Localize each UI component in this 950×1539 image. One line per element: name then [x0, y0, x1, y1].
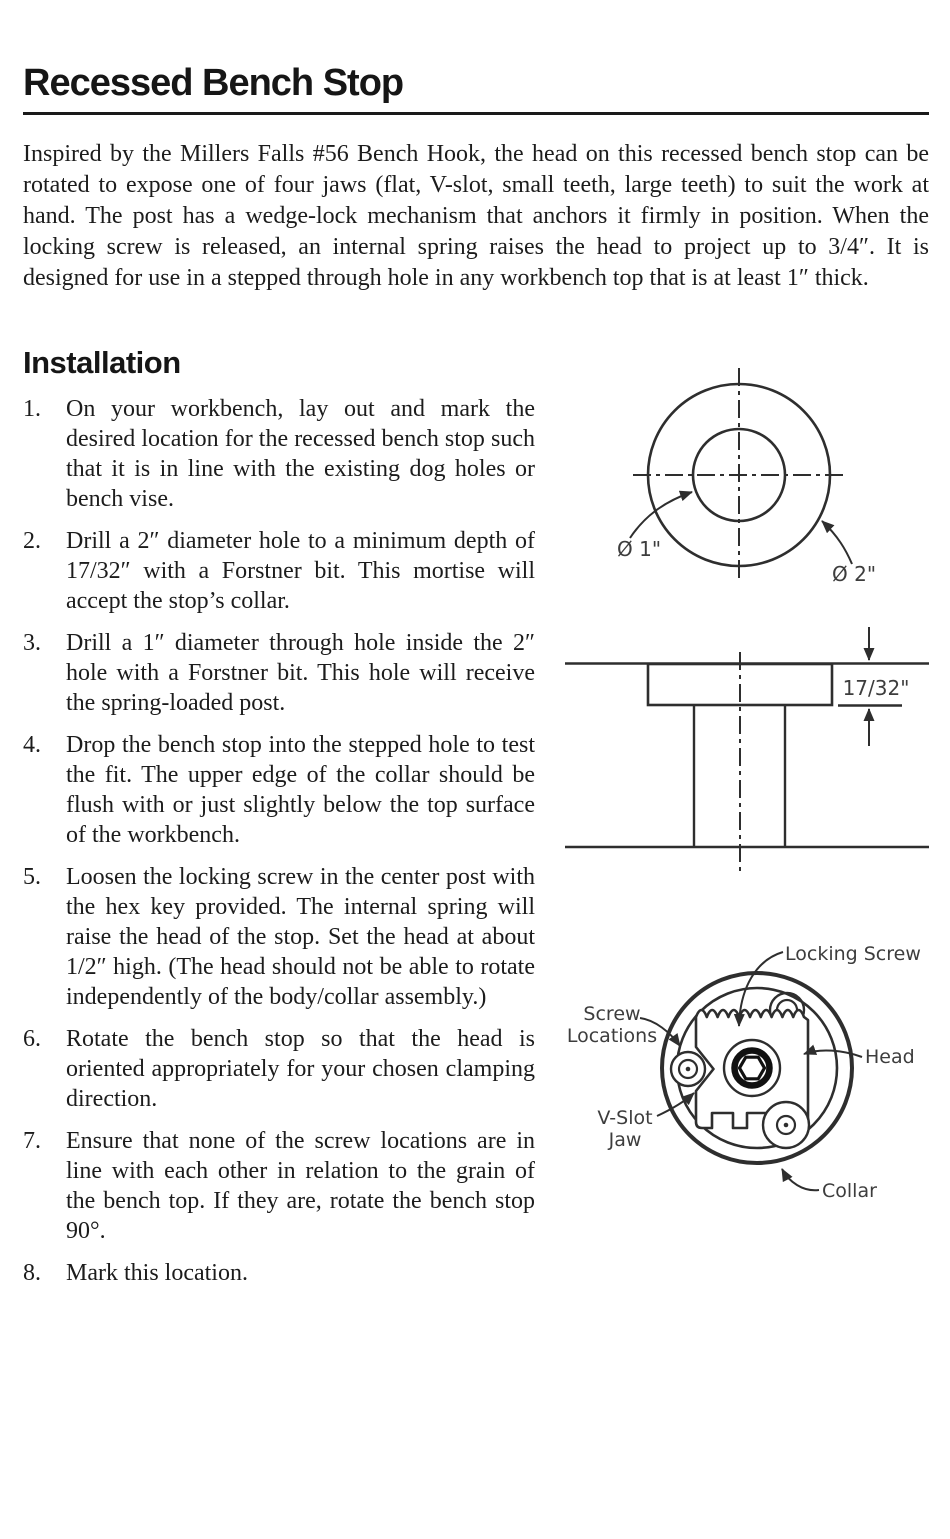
step-text: Drop the bench stop into the stepped hole to test the fit. The upper edge of the collar should be flush with or just slightly below the top surface of the workbench. [66, 732, 535, 848]
step-row [23, 862, 535, 1012]
vslot-jaw-label-line1: V-Slot [597, 1107, 653, 1129]
plan-view-diagram [560, 360, 950, 590]
step-row [23, 730, 535, 850]
step-row [23, 526, 535, 616]
screw-boss-bottom-right [763, 1102, 809, 1148]
step-number: 7. [23, 1128, 41, 1154]
screw-locations-label-line2: Locations [566, 1025, 658, 1047]
step-text: Drill a 1″ diameter through hole inside the 2″ hole with a Forstner bit. This hole will receive the spring-loaded post. [66, 630, 535, 716]
step-text: Drill a 2″ diameter hole to a minimum depth of 17/32″ with a Forstner bit. This mortise will accept the stop’s collar. [66, 528, 535, 614]
title-rule [23, 112, 929, 115]
screw-locations-label-line1: Screw [583, 1003, 641, 1025]
inner-dia-label: Ø 1" [617, 537, 662, 561]
step-number: 3. [23, 630, 41, 656]
leader-outer-dia [822, 521, 852, 564]
step-number: 1. [23, 396, 41, 422]
step-text: Loosen the locking screw in the center post with the hex key provided. The internal spring will raise the head of the stop. Set the head at about 1/2″ high. (The head should not be able to rotate independently of the body/collar assembly.) [66, 864, 535, 1010]
section-view-diagram [560, 615, 950, 885]
installation-steps-list [23, 394, 535, 1300]
assembly-view-diagram [560, 920, 950, 1230]
step-row [23, 628, 535, 718]
section-heading: Installation [23, 345, 181, 380]
vslot-jaw-label-line2: Jaw [608, 1129, 642, 1151]
locking-screw-socket [724, 1040, 780, 1096]
intro-paragraph: Inspired by the Millers Falls #56 Bench Hook, the head on this recessed bench stop can be rotated to expose one of four jaws (flat, V-slot, small teeth, large teeth) to suit the work at hand. The post has a wedge-lock mechanism that anchors it firmly in position. When the locking screw is released, an internal spring raises the head to project up to 3/4″. It is designed for use in a stepped through hole in any workbench top that is at least 1″ thick. [23, 141, 929, 291]
collar-label: Collar [822, 1180, 877, 1202]
locking-screw-label: Locking Screw [785, 943, 921, 965]
leader-collar [782, 1169, 819, 1190]
screw-boss-left [671, 1052, 705, 1086]
step-number: 5. [23, 864, 41, 890]
step-number: 4. [23, 732, 41, 758]
step-text: Mark this location. [66, 1260, 248, 1286]
step-number: 2. [23, 528, 41, 554]
step-row [23, 1024, 535, 1114]
step-text: Ensure that none of the screw locations are in line with each other in relation to the grain of the bench top. If they are, rotate the bench stop 90°. [66, 1128, 535, 1244]
step-number: 8. [23, 1260, 41, 1286]
outer-dia-label: Ø 2" [832, 562, 877, 586]
page-title: Recessed Bench Stop [23, 62, 404, 104]
depth-dimension-label: 17/32" [842, 676, 910, 700]
step-number: 6. [23, 1026, 41, 1052]
step-text: On your workbench, lay out and mark the desired location for the recessed bench stop such that it is in line with the existing dog holes or bench vise. [66, 396, 535, 512]
leader-inner-dia [630, 492, 692, 538]
head-label: Head [865, 1046, 915, 1068]
step-row [23, 1258, 535, 1288]
step-text: Rotate the bench stop so that the head is oriented appropriately for your chosen clamping direction. [66, 1026, 535, 1112]
step-row [23, 394, 535, 514]
step-row [23, 1126, 535, 1246]
